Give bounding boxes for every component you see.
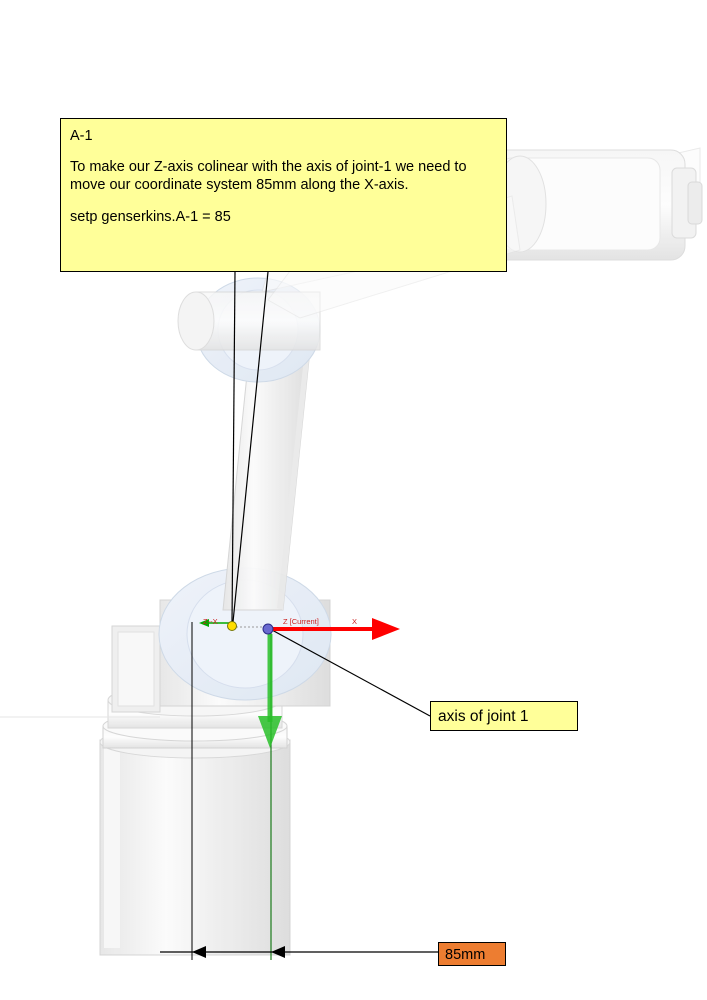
z-axis-arrow [258, 716, 282, 748]
callout-axis-of-joint-1: axis of joint 1 [430, 701, 578, 731]
leader-line-a1 [232, 272, 235, 623]
callout-a1 [60, 118, 507, 272]
gizmo-x-label: X [352, 617, 358, 626]
origin-marker-yellow [228, 622, 237, 631]
x-axis-arrow [372, 618, 400, 640]
leader-line-a1-b [233, 272, 268, 622]
callout-dimension-85mm: 85mm [438, 942, 506, 966]
origin-marker-blue [263, 624, 273, 634]
leader-line-joint [272, 630, 430, 716]
dimension-arrow-right [271, 946, 285, 958]
gizmo-current-label: Z [Current] [283, 617, 319, 626]
callout-a1-body: To make our Z-axis colinear with the axis of joint-1 we need to move our coordinate system 85mm along the X-axis. [70, 158, 467, 194]
callout-a1-title: A-1 [70, 128, 93, 144]
dimension-arrow-left [192, 946, 206, 958]
callout-a1-command: setp genserkins.A-1 = 85 [70, 208, 231, 225]
gizmo-z-x-label: Z--X [203, 617, 218, 626]
